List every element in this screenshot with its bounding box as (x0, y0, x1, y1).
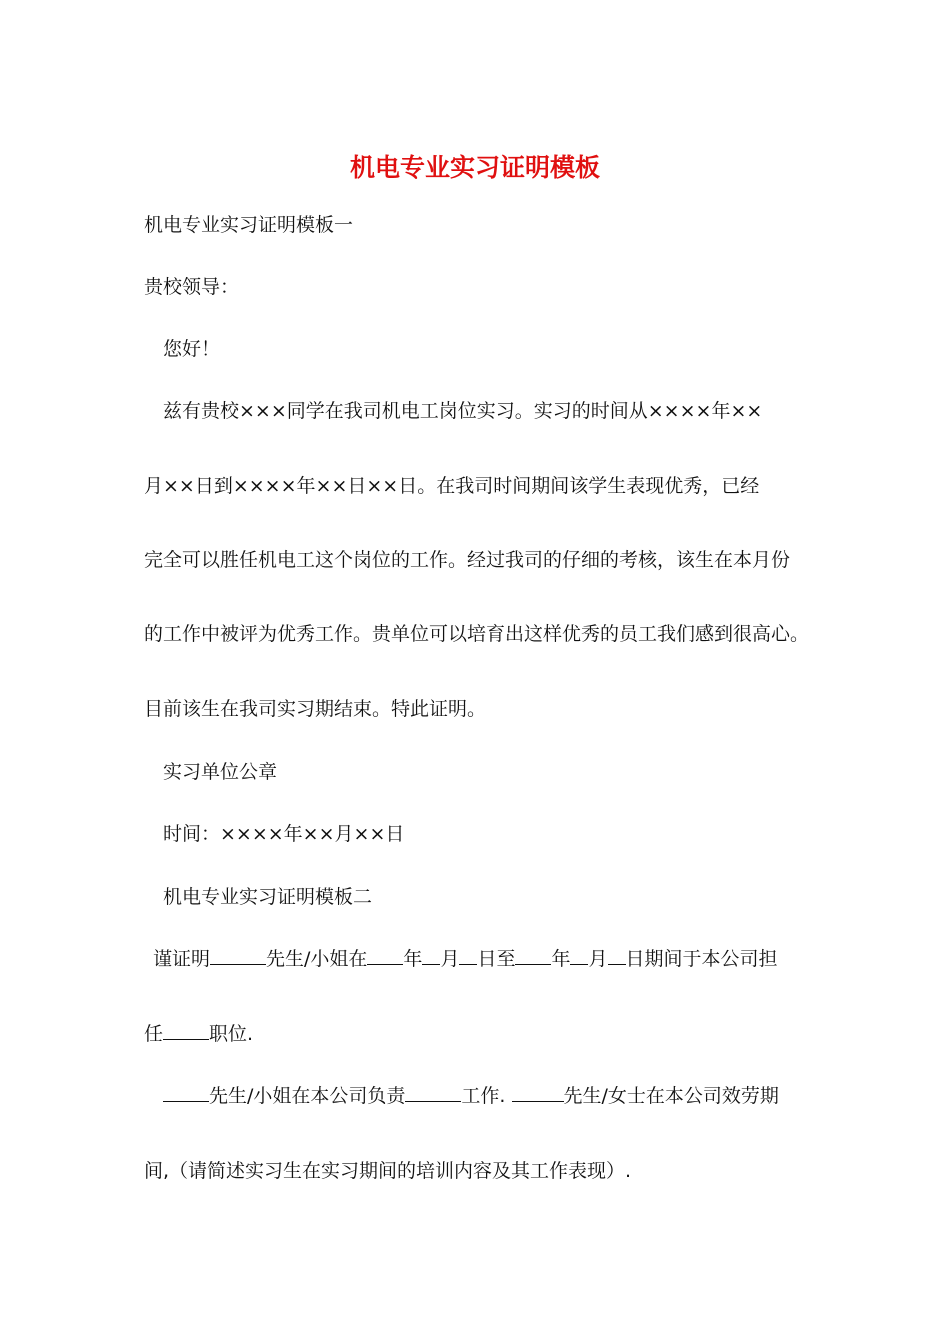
form-text: 月 (440, 948, 460, 970)
form-text: 职位. (209, 1023, 254, 1045)
blank-field-year[interactable] (367, 947, 403, 965)
form-text: 年 (403, 948, 423, 970)
form-line-3 (163, 1081, 779, 1111)
form-text: 日至 (477, 948, 516, 970)
blank-field-name[interactable] (210, 947, 266, 965)
section-heading-one: 机电专业实习证明模板一 (144, 214, 354, 236)
form-text: 日期间于本公司担 (625, 948, 778, 970)
document-title: 机电专业实习证明模板 (349, 153, 600, 182)
body-line-5: 目前该生在我司实习期结束。特此证明。 (144, 698, 487, 720)
form-text: 先生/小姐在 (266, 948, 368, 970)
blank-field-month[interactable] (422, 947, 440, 965)
body-line-4: 的工作中被评为优秀工作。贵单位可以培育出这样优秀的员工我们感到很高心。 (144, 623, 810, 645)
form-text: 任 (144, 1023, 164, 1045)
form-text: 谨证明 (153, 948, 211, 970)
form-text: 先生/小姐在本公司负责 (209, 1085, 406, 1107)
date-line: 时间：××××年××月××日 (163, 823, 405, 845)
salutation: 贵校领导： (144, 276, 240, 298)
blank-field-duty[interactable] (405, 1084, 461, 1102)
blank-field-position[interactable] (163, 1022, 209, 1040)
blank-field-year[interactable] (515, 947, 551, 965)
section-heading-two: 机电专业实习证明模板二 (163, 886, 373, 908)
form-line-1 (153, 944, 778, 974)
blank-field-name[interactable] (163, 1084, 209, 1102)
body-line-2: 月××日到××××年××日××日。在我司时间期间该学生表现优秀，已经 (144, 475, 760, 497)
form-text: 工作. (461, 1085, 506, 1107)
body-line-1: 兹有贵校×××同学在我司机电工岗位实习。实习的时间从××××年×× (163, 400, 763, 422)
form-text: 先生/女士在本公司效劳期 (563, 1085, 779, 1107)
form-line-4: 间,（请简述实习生在实习期间的培训内容及其工作表现）. (144, 1160, 632, 1182)
body-line-3: 完全可以胜任机电工这个岗位的工作。经过我司的仔细的考核，该生在本月份 (144, 549, 791, 571)
blank-field-name[interactable] (512, 1084, 564, 1102)
greeting: 您好！ (163, 338, 221, 360)
form-line-2 (144, 1019, 253, 1049)
blank-field-day[interactable] (459, 947, 477, 965)
form-text: 年 (551, 948, 571, 970)
blank-field-month[interactable] (570, 947, 588, 965)
company-seal-label: 实习单位公章 (163, 761, 278, 783)
blank-field-day[interactable] (608, 947, 626, 965)
form-text: 月 (588, 948, 608, 970)
